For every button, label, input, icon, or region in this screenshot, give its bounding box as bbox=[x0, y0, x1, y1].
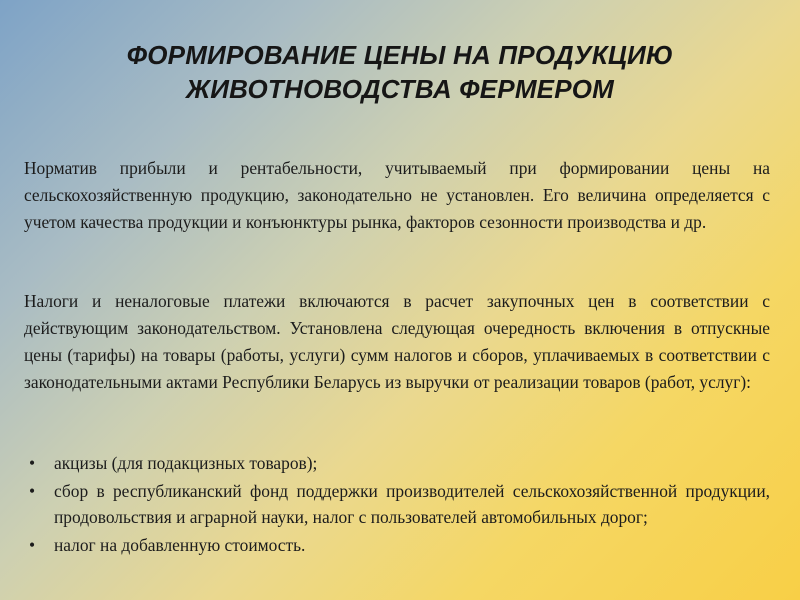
list-item bbox=[24, 450, 770, 476]
list-item bbox=[24, 478, 770, 530]
list-item-text: сбор в республиканский фонд поддержки производителей сельскохозяйственной продукции, продовольствия и аграрной науки, налог с пользователей автомобильных дорог; bbox=[54, 481, 770, 527]
paragraph-text: Налоги и неналоговые платежи включаются в расчет закупочных цен в соответствии с действующим законодательством. Установлена следующая очередность включения в отпускные цены (тарифы) на товары (работы, услуги) сумм налогов и сборов, уплачиваемых в соответствии с законодательными актами Республики Беларусь из выручки от реализации товаров (работ, услуг): bbox=[24, 291, 770, 392]
paragraph-text: Норматив прибыли и рентабельности, учитываемый при формировании цены на сельскохозяйственную продукцию, законодательно не установлен. Его величина определяется с учетом качества продукции и конъюнктуры рынка, факторов сезонности производства и др. bbox=[24, 158, 770, 232]
slide-title-line-2: ЖИВОТНОВОДСТВА ФЕРМЕРОМ bbox=[185, 74, 615, 104]
paragraph-taxes bbox=[24, 288, 770, 396]
list-item-text: налог на добавленную стоимость. bbox=[54, 535, 306, 555]
list-item-text: акцизы (для подакцизных товаров); bbox=[54, 453, 318, 473]
slide-title-line-1: ФОРМИРОВАНИЕ ЦЕНЫ НА ПРОДУКЦИЮ bbox=[126, 40, 674, 70]
paragraph-profit-norm bbox=[24, 155, 770, 236]
list-item bbox=[24, 532, 770, 558]
bullet-icon: • bbox=[28, 481, 36, 501]
tax-order-list bbox=[24, 450, 770, 560]
bullet-icon: • bbox=[28, 453, 36, 473]
bullet-icon: • bbox=[28, 535, 36, 555]
slide-title bbox=[40, 38, 760, 106]
